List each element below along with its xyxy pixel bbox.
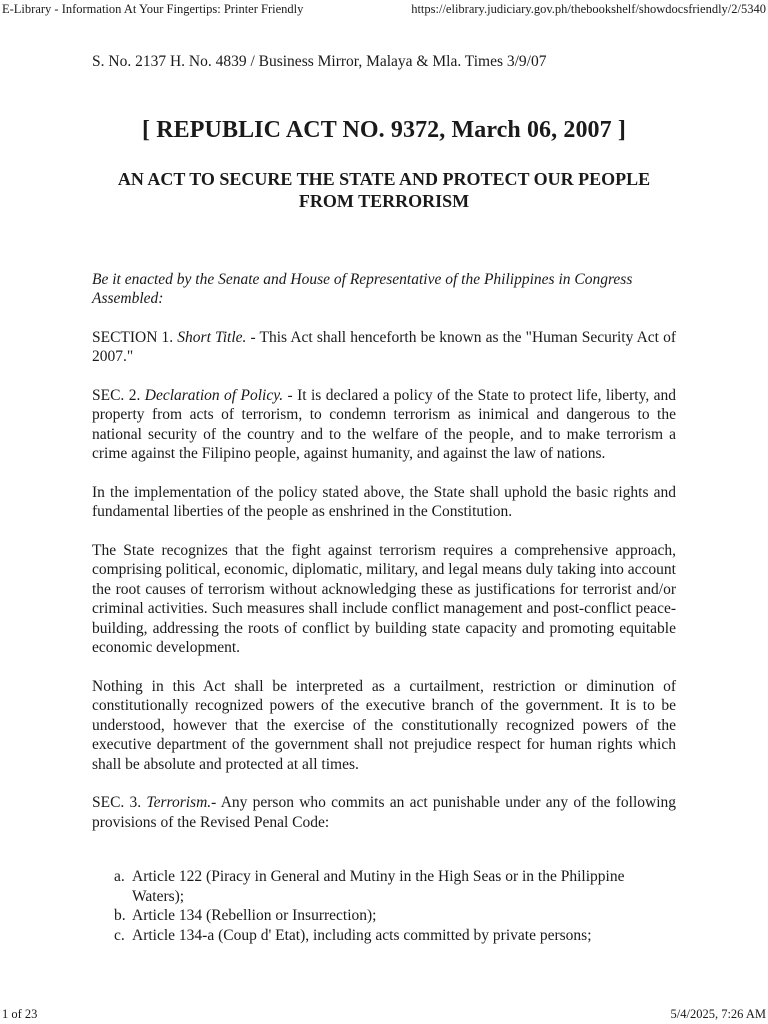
list-item-text: Article 134-a (Coup d' Etat), including acts committed by private persons; bbox=[132, 926, 592, 944]
section-2-heading: Declaration of Policy. bbox=[144, 386, 284, 404]
section-1 bbox=[92, 328, 676, 367]
section-1-label: SECTION 1. bbox=[92, 328, 174, 346]
act-subtitle: AN ACT TO SECURE THE STATE AND PROTECT OUR PEOPLE FROM TERRORISM bbox=[117, 168, 651, 211]
section-1-heading: Short Title. bbox=[177, 328, 247, 346]
print-footer bbox=[0, 1008, 768, 1024]
list-item bbox=[114, 926, 676, 946]
list-item bbox=[114, 867, 676, 906]
list-item bbox=[114, 906, 676, 926]
section-2-text: - It is declared a policy of the State to protect life, liberty, and property from acts of terrorism, to condemn terrorism as inimical and dangerous to the national security of the country and to the welfare of the people, and to make terrorism a crime against the Filipino people, against humanity, and against the law of nations. bbox=[92, 386, 676, 462]
section-2-label: SEC. 2. bbox=[92, 386, 141, 404]
print-timestamp: 5/4/2025, 7:26 AM bbox=[670, 1007, 766, 1021]
section-3 bbox=[92, 793, 676, 832]
section-2 bbox=[92, 386, 676, 464]
print-header-title: E-Library - Information At Your Fingertips: Printer Friendly bbox=[2, 2, 304, 16]
article-list bbox=[92, 867, 676, 945]
enacting-clause: Be it enacted by the Senate and House of Representative of the Philippines in Congress Assembled: bbox=[92, 270, 633, 307]
document-body bbox=[92, 52, 676, 945]
policy-paragraph-1: In the implementation of the policy stated above, the State shall uphold the basic rights and fundamental liberties of the people as enshrined in the Constitution. bbox=[92, 483, 676, 520]
section-1-text: - This Act shall henceforth be known as the "Human Security Act of 2007." bbox=[92, 328, 677, 365]
list-item-text: Article 134 (Rebellion or Insurrection); bbox=[132, 907, 377, 924]
policy-paragraph-2: The State recognizes that the fight against terrorism requires a comprehensive approach, comprising political, economic, diplomatic, military, and legal means duly taking into account the root causes of terrorism without acknowledging these as justifications for terrorist and/or criminal activities. Such measures shall include conflict management and post-conflict peace-building, addressing the roots of conflict by building state capacity and promoting equitable economic development. bbox=[92, 541, 676, 656]
source-line: S. No. 2137 H. No. 4839 / Business Mirror, Malaya & Mla. Times 3/9/07 bbox=[92, 53, 547, 70]
list-marker: b. bbox=[114, 907, 126, 924]
section-3-heading: Terrorism. bbox=[146, 794, 212, 811]
list-marker: a. bbox=[114, 868, 125, 885]
list-marker: c. bbox=[114, 926, 125, 944]
section-3-label: SEC. 3. bbox=[92, 794, 142, 811]
print-header bbox=[0, 0, 768, 18]
print-header-url: https://elibrary.judiciary.gov.ph/thebookshelf/showdocsfriendly/2/5340 bbox=[411, 2, 766, 16]
policy-paragraph-3: Nothing in this Act shall be interpreted as a curtailment, restriction or diminution of constitutionally recognized powers of the executive branch of the government. It is to be understood, however that the exercise of the constitutionally recognized powers of the executive department of the government shall not prejudice respect for human rights which shall be absolute and protected at all times. bbox=[92, 677, 676, 773]
page-counter: 1 of 23 bbox=[2, 1007, 38, 1021]
section-3-text: - Any person who commits an act punishable under any of the following provisions of the Revised Penal Code: bbox=[92, 794, 677, 831]
act-title: [ REPUBLIC ACT NO. 9372, March 06, 2007 ] bbox=[142, 116, 626, 143]
list-item-text: Article 122 (Piracy in General and Mutiny in the High Seas or in the Philippine Waters); bbox=[132, 868, 625, 905]
